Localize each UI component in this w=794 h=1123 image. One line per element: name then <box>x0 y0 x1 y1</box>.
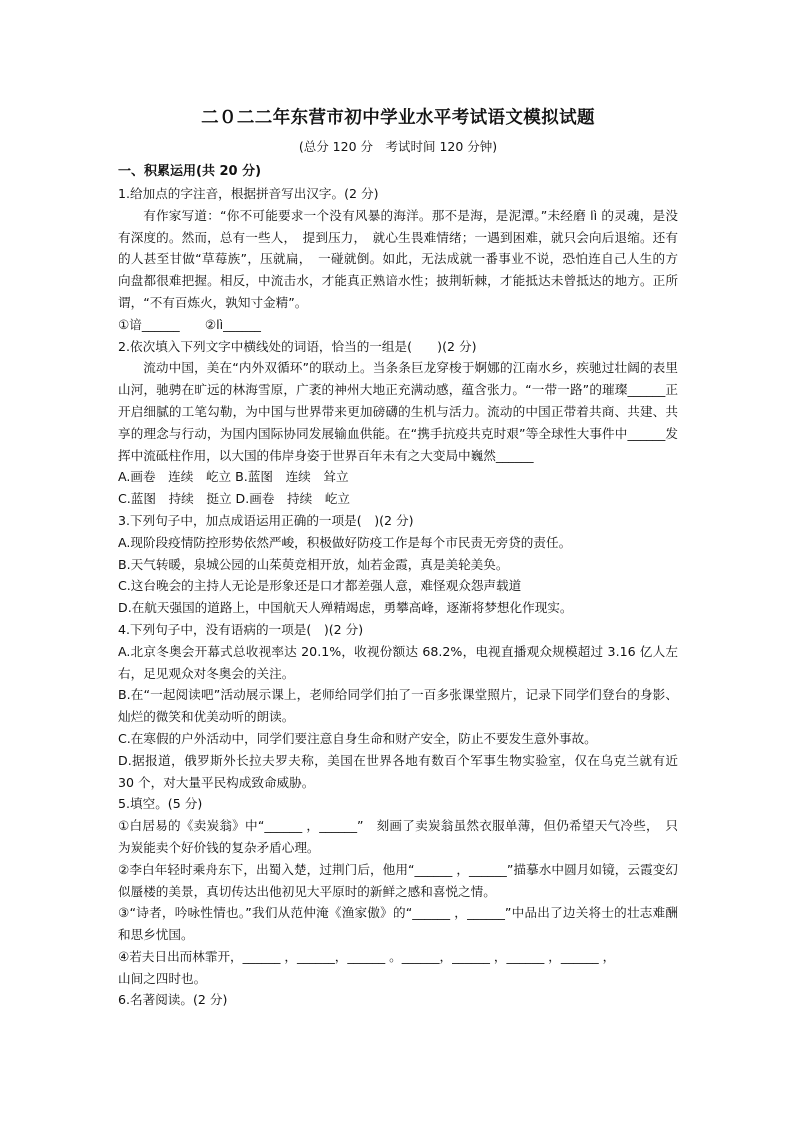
q3-option-b: B.天气转暖，泉城公园的山茱萸竞相开放，灿若金霞，真是美轮美奂。 <box>118 556 509 572</box>
q6-stem: 6.名著阅读。(2 分) <box>118 992 228 1008</box>
exam-title: 二０二二年东营市初中学业水平考试语文模拟试题 <box>201 108 595 128</box>
q1-answers: ①谙______ ②lì______ <box>118 316 261 332</box>
q2-stem: 2.依次填入下列文字中横线处的词语，恰当的一组是( )(2 分) <box>118 338 477 354</box>
q5-item-1: ①白居易的《卖炭翁》中“______ ，______” 刻画了卖炭翁虽然衣服单薄，但仍希望天气冷些， 只为炭能卖个好价钱的复杂矛盾心理。 <box>118 818 678 855</box>
exam-subtitle: (总分 120 分 考试时间 120 分钟) <box>298 139 498 154</box>
q3-option-a: A.现阶段疫情防控形势依然严峻，积极做好防疫工作是每个市民责无旁贷的责任。 <box>118 534 572 550</box>
section-heading: 一、积累运用(共 20 分) <box>118 164 262 179</box>
q3-option-c: C.这台晚会的主持人无论是形象还是口才都差强人意，难怪观众怨声载道 <box>118 578 522 594</box>
q2-option-cd: C.蓝图 持续 挺立 D.画卷 持续 屹立 <box>118 491 351 507</box>
q1-stem: 1.给加点的字注音，根据拼音写出汉字。(2 分) <box>118 186 379 201</box>
q3-stem: 3.下列句子中，加点成语运用正确的一项是( )(2 分) <box>118 512 414 528</box>
q3-option-d: D.在航天强国的道路上，中国航天人殚精竭虑，勇攀高峰，逐渐将梦想化作现实。 <box>118 600 573 616</box>
q2-option-ab: A.画卷 连续 屹立 B.蓝图 连续 耸立 <box>118 469 349 485</box>
q1-passage: 有作家写道：“你不可能要求一个没有风暴的海洋。那不是海，是泥潭。”未经磨 lì 的灵魂，是没有深度的。然而，总有一些人， 提到压力， 就心生畏难情绪；一遇到困难，就只会向后退缩。还有的人甚至甘做“草莓族”，压就扁， 一碰就倒。如此，无法成就一番事业不说，恐怕连自己人生的方向盘都很难把握。相反，中流击水，才能真正熟谙水性；披荆斩棘，才能抵达未曾抵达的地方。正所谓，“不有百炼火，孰知寸金精”。 <box>118 207 678 310</box>
q4-option-a: A.北京冬奥会开幕式总收视率达 20.1%，收视份额达 68.2%，电视直播观众规模超过 3.16 亿人左右，足见观众对冬奥会的关注。 <box>118 643 678 681</box>
q4-option-d: D.据报道，俄罗斯外长拉夫罗夫称，美国在世界各地有数百个军事生物实验室，仅在乌克兰就有近 30 个，对大量平民构成致命威胁。 <box>118 752 678 790</box>
q5-stem: 5.填空。(5 分) <box>118 796 203 812</box>
q2-passage: 流动中国，美在“内外双循环”的联动上。当条条巨龙穿梭于婀娜的江南水乡，疾驰过壮阔的表里山河，驰骋在旷远的林海雪原，广袤的神州大地正充满动感，蕴含张力。“一带一路”的璀璨______正开启细腻的工笔勾勒，为中国与世界带来更加磅礴的生机与活力。流动的中国正带着共商、共建、共享的理念与行动，为国内国际协同发展输血供能。在“携手抗疫共克时艰”等全球性大事件中______发挥中流砥柱作用，以大国的伟岸身姿于世界百年未有之大变局中巍然______ <box>118 360 678 463</box>
q5-item-3: ③“诗者，吟咏性情也。”我们从范仲淹《渔家傲》的“______ ，______”中品出了边关将士的壮志难酬和思乡忧国。 <box>118 905 678 943</box>
q4-stem: 4.下列句子中，没有语病的一项是( )(2 分) <box>118 621 364 637</box>
q5-item-4-end: 山间之四时也。 <box>118 970 207 986</box>
q5-item-2: ②李白年轻时乘舟东下，出蜀入楚，过荆门后，他用“______ ，______”描摹水中圆月如镜，云霞变幻似蜃楼的美景，真切传达出他初见大平原时的新鲜之感和喜悦之情。 <box>118 861 678 899</box>
q4-option-c: C.在寒假的户外活动中，同学们要注意自身生命和财产安全，防止不要发生意外事故。 <box>118 730 597 746</box>
q4-option-b: B.在“一起阅读吧”活动展示课上，老师给同学们拍了一百多张课堂照片，记录下同学们登台的身影、灿烂的微笑和优美动听的朗读。 <box>118 687 678 725</box>
q5-item-4: ④若夫日出而林霏开，______ ，______，______ 。______，______ ，______ ，______ ， <box>118 948 616 964</box>
exam-page <box>118 104 678 1011</box>
